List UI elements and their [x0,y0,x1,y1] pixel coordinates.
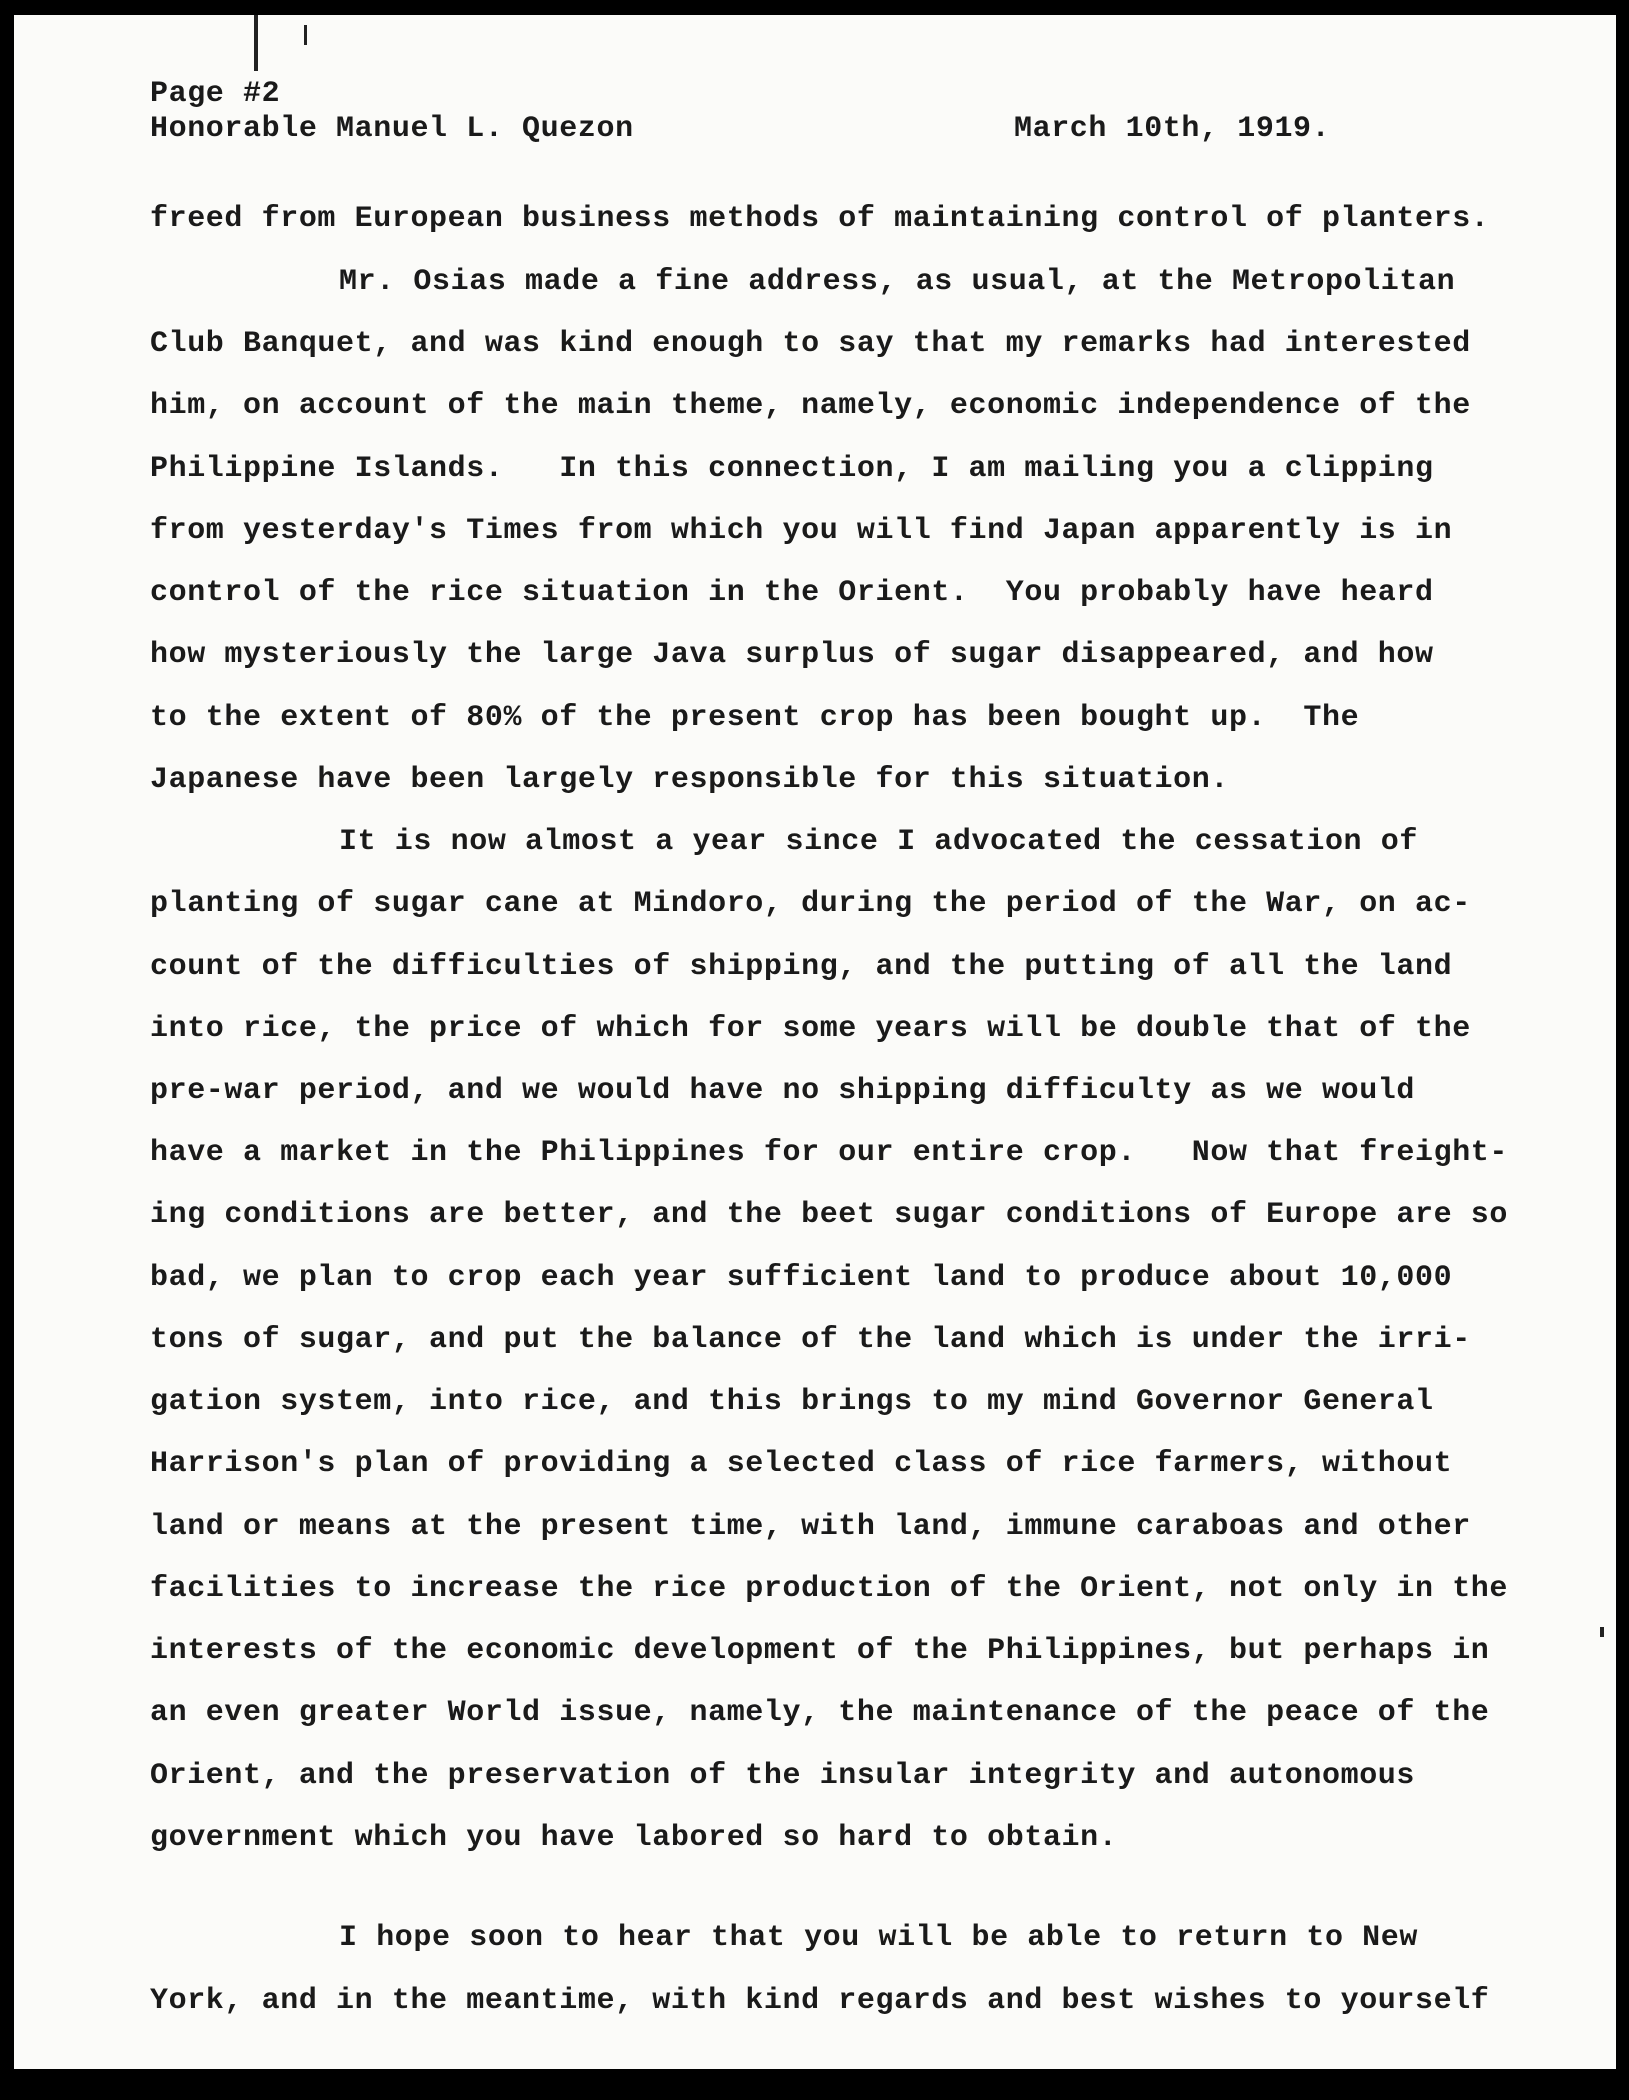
body-line-28: I hope soon to hear that you will be able to return to New [339,1921,1418,1955]
body-line-27: government which you have labored so hard to obtain. [150,1821,1118,1855]
body-line-5: Philippine Islands. In this connection, I am mailing you a clipping [150,452,1434,486]
body-line-8: how mysteriously the large Java surplus of sugar disappeared, and how [150,638,1434,672]
body-line-22: land or means at the present time, with land, immune caraboas and other [150,1510,1471,1544]
body-line-12: planting of sugar cane at Mindoro, during the period of the War, on ac- [150,887,1471,921]
body-line-24: interests of the economic development of the Philippines, but perhaps in [150,1634,1490,1668]
body-line-7: control of the rice situation in the Orient. You probably have heard [150,576,1434,610]
top-margin-mark-small [304,25,307,45]
body-line-2: Mr. Osias made a fine address, as usual, at the Metropolitan [339,265,1456,299]
body-line-15: pre-war period, and we would have no shipping difficulty as we would [150,1074,1415,1108]
body-line-3: Club Banquet, and was kind enough to say that my remarks had interested [150,327,1471,361]
body-line-6: from yesterday's Times from which you will find Japan apparently is in [150,514,1453,548]
body-line-20: gation system, into rice, and this brings to my mind Governor General [150,1385,1434,1419]
body-line-25: an even greater World issue, namely, the maintenance of the peace of the [150,1696,1490,1730]
top-margin-mark [254,15,258,71]
body-line-18: bad, we plan to crop each year sufficient land to produce about 10,000 [150,1261,1453,1295]
body-line-23: facilities to increase the rice production of the Orient, not only in the [150,1572,1509,1606]
body-line-26: Orient, and the preservation of the insular integrity and autonomous [150,1759,1415,1793]
body-line-4: him, on account of the main theme, namely, economic independence of the [150,389,1471,423]
addressee: Honorable Manuel L. Quezon [150,112,634,146]
body-line-1: freed from European business methods of maintaining control of planters. [150,202,1490,236]
body-line-29: York, and in the meantime, with kind regards and best wishes to yourself [150,1984,1490,2018]
body-line-9: to the extent of 80% of the present crop has been bought up. The [150,701,1360,735]
body-line-21: Harrison's plan of providing a selected class of rice farmers, without [150,1447,1453,1481]
letter-page [14,15,1616,2069]
body-line-11: It is now almost a year since I advocated the cessation of [339,825,1418,859]
body-line-19: tons of sugar, and put the balance of the land which is under the irri- [150,1323,1471,1357]
letter-date: March 10th, 1919. [1014,112,1331,146]
body-line-10: Japanese have been largely responsible for this situation. [150,763,1229,797]
body-line-14: into rice, the price of which for some years will be double that of the [150,1012,1471,1046]
body-line-17: ing conditions are better, and the beet sugar conditions of Europe are so [150,1198,1509,1232]
body-line-13: count of the difficulties of shipping, and the putting of all the land [150,950,1453,984]
right-margin-speck [1600,1627,1604,1637]
body-line-16: have a market in the Philippines for our entire crop. Now that freight- [150,1136,1509,1170]
page-number: Page #2 [150,77,281,111]
